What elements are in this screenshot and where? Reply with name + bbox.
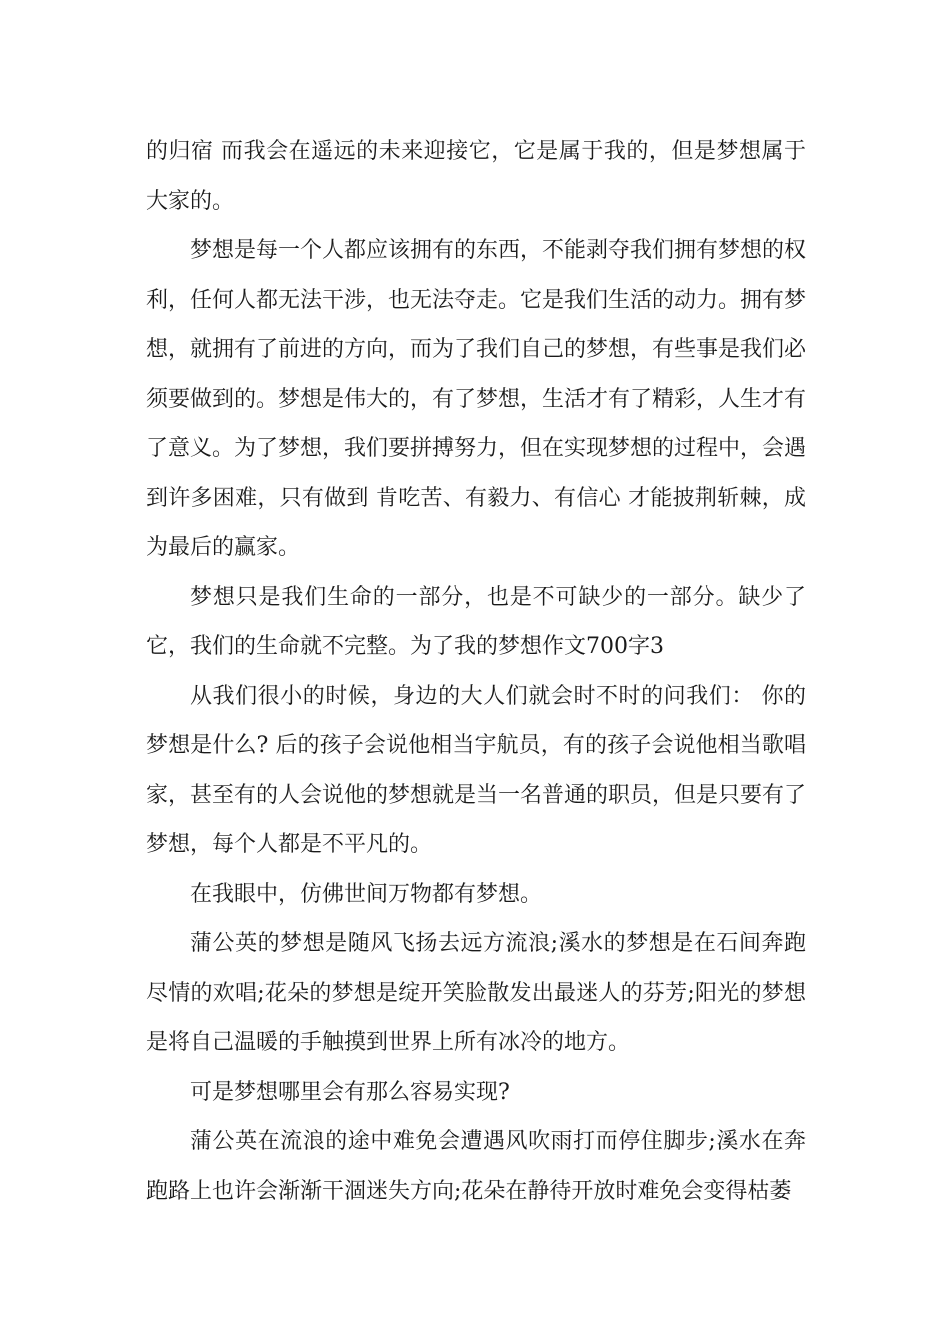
paragraph-nature-dreams: 蒲公英的梦想是随风飞扬去远方流浪;溪水的梦想是在石间奔跑尽情的欢唱;花朵的梦想是绽开笑脸散发出最迷人的芬芳;阳光的梦想是将自己温暖的手触摸到世界上所有冰冷的地方。 <box>146 931 806 1055</box>
paragraph-continuation: 的归宿 而我会在遥远的未来迎接它，它是属于我的，但是梦想属于大家的。 <box>146 139 806 214</box>
paragraph-obstacles: 蒲公英在流浪的途中难免会遭遇风吹雨打而停住脚步;溪水在奔跑路上也许会渐渐干涸迷失方向;花朵在静待开放时难免会变得枯萎 <box>146 1129 806 1204</box>
document-body <box>146 127 806 1216</box>
paragraph-everything-has-dreams: 在我眼中，仿佛世间万物都有梦想。 <box>190 881 543 907</box>
paragraph-dream-part-of-life: 梦想只是我们生命的一部分，也是不可缺少的一部分。缺少了它，我们的生命就不完整。为了我的梦想作文700字3 <box>146 584 806 659</box>
paragraph-childhood-question: 从我们很小的时候，身边的大人们就会时不时的问我们： 你的梦想是什么? 后的孩子会说他相当宇航员，有的孩子会说他相当歌唱家，甚至有的人会说他的梦想就是当一名普通的职员，但是只要有了梦想，每个人都是不平凡的。 <box>146 683 807 857</box>
paragraph-dream-right: 梦想是每一个人都应该拥有的东西，不能剥夺我们拥有梦想的权利，任何人都无法干涉，也无法夺走。它是我们生活的动力。拥有梦想，就拥有了前进的方向，而为了我们自己的梦想，有些事是我们必须要做到的。梦想是伟大的，有了梦想，生活才有了精彩，人生才有了意义。为了梦想，我们要拼搏努力，但在实现梦想的过程中，会遇到许多困难，只有做到 肯吃苦、有毅力、有信心 才能披荆斩棘，成为最后的赢家。 <box>146 238 807 560</box>
paragraph-question: 可是梦想哪里会有那么容易实现? <box>190 1079 510 1105</box>
